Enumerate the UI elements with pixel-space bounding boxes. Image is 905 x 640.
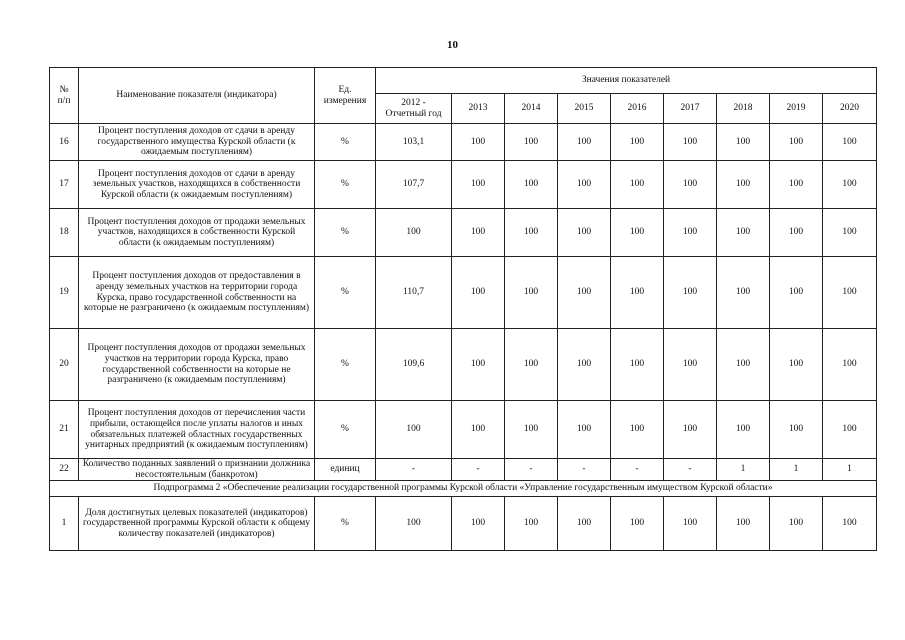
row-number: 17 — [50, 161, 79, 209]
value-cell: 100 — [452, 401, 505, 459]
value-cell: 100 — [611, 209, 664, 257]
value-cell: 100 — [505, 497, 558, 551]
indicators-table — [49, 67, 877, 551]
value-cell: 100 — [558, 161, 611, 209]
row-number: 18 — [50, 209, 79, 257]
value-cell: 100 — [505, 401, 558, 459]
value-cell: 100 — [505, 209, 558, 257]
subprogram-title: Подпрограмма 2 «Обеспечение реализации государственной программы Курской области «Управление государственным имуществом Курской области» — [50, 481, 877, 497]
unit-cell: единиц — [315, 459, 376, 481]
value-cell: 100 — [770, 124, 823, 161]
value-cell: 100 — [611, 329, 664, 401]
unit-cell: % — [315, 161, 376, 209]
value-cell: 107,7 — [376, 161, 452, 209]
unit-cell: % — [315, 257, 376, 329]
value-cell: 100 — [717, 497, 770, 551]
value-cell: 100 — [664, 257, 717, 329]
value-cell: 100 — [823, 401, 877, 459]
value-cell: 100 — [452, 257, 505, 329]
value-cell: 100 — [664, 209, 717, 257]
header-num: № п/п — [50, 68, 79, 124]
value-cell: 100 — [376, 401, 452, 459]
value-cell: 100 — [717, 124, 770, 161]
value-cell: 100 — [611, 401, 664, 459]
value-cell: 100 — [823, 497, 877, 551]
value-cell: - — [558, 459, 611, 481]
value-cell: 100 — [376, 209, 452, 257]
value-cell: - — [376, 459, 452, 481]
value-cell: 100 — [664, 497, 717, 551]
unit-cell: % — [315, 329, 376, 401]
value-cell: - — [664, 459, 717, 481]
value-cell: 100 — [717, 257, 770, 329]
header-year: 2014 — [505, 94, 558, 124]
row-number: 16 — [50, 124, 79, 161]
value-cell: 100 — [505, 257, 558, 329]
value-cell: 100 — [611, 161, 664, 209]
value-cell: 109,6 — [376, 329, 452, 401]
row-number: 19 — [50, 257, 79, 329]
value-cell: 100 — [558, 124, 611, 161]
value-cell: 100 — [558, 401, 611, 459]
header-year: 2020 — [823, 94, 877, 124]
indicator-name: Процент поступления доходов от продажи земельных участков на территории города Курска, право государственной собственности на которые не разграничено (к ожидаемым поступлениям) — [79, 329, 315, 401]
value-cell: 1 — [717, 459, 770, 481]
unit-cell: % — [315, 401, 376, 459]
value-cell: 100 — [558, 257, 611, 329]
value-cell: 100 — [770, 329, 823, 401]
unit-cell: % — [315, 497, 376, 551]
value-cell: 100 — [823, 257, 877, 329]
header-year: 2019 — [770, 94, 823, 124]
value-cell: 100 — [770, 401, 823, 459]
value-cell: 100 — [717, 209, 770, 257]
value-cell: 100 — [770, 497, 823, 551]
value-cell: 100 — [770, 161, 823, 209]
value-cell: 100 — [823, 124, 877, 161]
value-cell: 100 — [664, 161, 717, 209]
value-cell: 1 — [823, 459, 877, 481]
table-row — [50, 161, 877, 209]
value-cell: 100 — [558, 209, 611, 257]
unit-cell: % — [315, 209, 376, 257]
value-cell: 100 — [452, 209, 505, 257]
value-cell: 100 — [664, 329, 717, 401]
header-values: Значения показателей — [376, 68, 877, 94]
header-year: 2013 — [452, 94, 505, 124]
indicator-name: Количество поданных заявлений о признании должника несостоятельным (банкротом) — [79, 459, 315, 481]
value-cell: 100 — [452, 497, 505, 551]
header-year: 2012 - Отчетный год — [376, 94, 452, 124]
row-number: 22 — [50, 459, 79, 481]
table-row — [50, 329, 877, 401]
table-row — [50, 124, 877, 161]
table-row — [50, 401, 877, 459]
value-cell: 100 — [558, 329, 611, 401]
value-cell: 100 — [505, 124, 558, 161]
value-cell: 110,7 — [376, 257, 452, 329]
value-cell: 100 — [664, 401, 717, 459]
table-row — [50, 257, 877, 329]
value-cell: 100 — [611, 257, 664, 329]
value-cell: - — [505, 459, 558, 481]
value-cell: 100 — [505, 329, 558, 401]
value-cell: 100 — [717, 161, 770, 209]
header-name: Наименование показателя (индикатора) — [79, 68, 315, 124]
table-row — [50, 497, 877, 551]
value-cell: 100 — [376, 497, 452, 551]
indicator-name: Процент поступления доходов от перечисления части прибыли, остающейся после уплаты налогов и иных обязательных платежей областных государственных унитарных предприятий (к ожидаемым поступлениям) — [79, 401, 315, 459]
value-cell: 100 — [823, 329, 877, 401]
value-cell: 100 — [452, 329, 505, 401]
row-number: 1 — [50, 497, 79, 551]
value-cell: 100 — [770, 257, 823, 329]
value-cell: 100 — [717, 401, 770, 459]
value-cell: 100 — [823, 209, 877, 257]
page-number: 10 — [447, 39, 458, 51]
row-number: 21 — [50, 401, 79, 459]
table-row — [50, 459, 877, 481]
unit-cell: % — [315, 124, 376, 161]
indicator-name: Процент поступления доходов от предоставления в аренду земельных участков на территории города Курска, право государственной собственности на которые не разграничено (к ожидаемым поступлениям) — [79, 257, 315, 329]
table-row — [50, 209, 877, 257]
indicator-name: Процент поступления доходов от сдачи в аренду государственного имущества Курской области (к ожидаемым поступлениям) — [79, 124, 315, 161]
indicator-name: Процент поступления доходов от сдачи в аренду земельных участков, находящихся в собственности Курской области (к ожидаемым поступлениям) — [79, 161, 315, 209]
value-cell: 100 — [611, 124, 664, 161]
value-cell: 100 — [452, 161, 505, 209]
indicator-name: Доля достигнутых целевых показателей (индикаторов) государственной программы Курской области к общему количеству показателей (индикаторов) — [79, 497, 315, 551]
value-cell: 100 — [664, 124, 717, 161]
indicator-name: Процент поступления доходов от продажи земельных участков, находящихся в собственности Курской области (к ожидаемым поступлениям) — [79, 209, 315, 257]
row-number: 20 — [50, 329, 79, 401]
value-cell: 103,1 — [376, 124, 452, 161]
value-cell: 100 — [717, 329, 770, 401]
value-cell: - — [452, 459, 505, 481]
header-unit: Ед. измерения — [315, 68, 376, 124]
value-cell: 100 — [770, 209, 823, 257]
value-cell: - — [611, 459, 664, 481]
header-year: 2017 — [664, 94, 717, 124]
value-cell: 1 — [770, 459, 823, 481]
value-cell: 100 — [452, 124, 505, 161]
value-cell: 100 — [505, 161, 558, 209]
header-year: 2016 — [611, 94, 664, 124]
value-cell: 100 — [823, 161, 877, 209]
value-cell: 100 — [611, 497, 664, 551]
header-year: 2015 — [558, 94, 611, 124]
value-cell: 100 — [558, 497, 611, 551]
header-year: 2018 — [717, 94, 770, 124]
